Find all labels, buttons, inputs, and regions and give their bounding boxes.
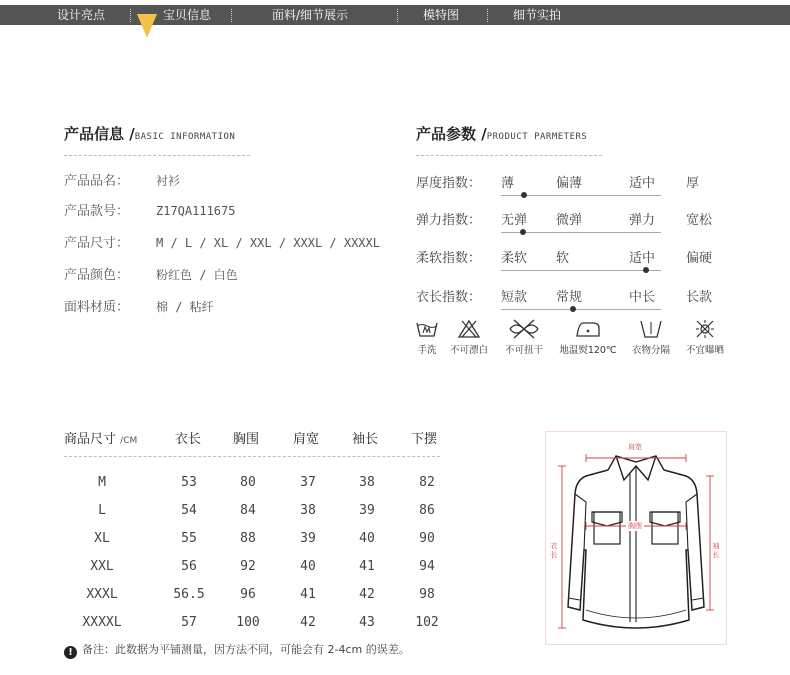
size-table-cell: 80 bbox=[240, 475, 256, 490]
info-value: 棉 / 粘纤 bbox=[156, 300, 214, 314]
size-table-cell: 40 bbox=[359, 531, 375, 546]
info-row-name bbox=[64, 170, 180, 189]
parameter-option: 偏硬 bbox=[686, 251, 713, 266]
divider bbox=[64, 456, 440, 457]
no-sun-dry-icon bbox=[692, 318, 718, 340]
chest-width-label: 胸围 bbox=[628, 522, 642, 530]
parameter-option: 微弹 bbox=[556, 213, 583, 228]
parameter-scale-line bbox=[501, 309, 661, 310]
parameter-selected-dot bbox=[643, 267, 649, 273]
parameter-option: 厚 bbox=[686, 176, 700, 191]
size-table-size-cell: XXXL bbox=[86, 587, 118, 602]
care-iron-low bbox=[555, 318, 621, 356]
care-hand-wash bbox=[413, 318, 441, 356]
size-table-header-hem: 下摆 bbox=[411, 432, 438, 447]
size-table-header-chest: 胸围 bbox=[233, 432, 260, 447]
parameter-label: 柔软指数： bbox=[416, 251, 482, 266]
care-label: 衣物分隔 bbox=[631, 345, 670, 356]
size-table-cell: 98 bbox=[419, 587, 435, 602]
size-table-cell: 86 bbox=[419, 503, 435, 518]
care-label: 不宜曝晒 bbox=[685, 345, 724, 356]
nav-separator bbox=[130, 9, 131, 22]
size-table-header-sleeve: 袖长 bbox=[352, 432, 379, 447]
size-table-cell: 56.5 bbox=[173, 587, 205, 602]
size-table-cell: 43 bbox=[359, 615, 375, 630]
length-label: 衣长 bbox=[550, 542, 558, 559]
info-row-sizes bbox=[64, 232, 380, 251]
parameter-selected-dot bbox=[520, 229, 526, 235]
care-no-sun-dry bbox=[680, 318, 730, 356]
parameter-row bbox=[416, 286, 716, 316]
parameters-subtitle: PRODUCT PARMETERS bbox=[486, 132, 588, 142]
parameter-label: 衣长指数： bbox=[416, 290, 482, 305]
basic-info-title: 产品信息 /BASIC INFORMATION bbox=[64, 125, 236, 143]
size-table-cell: 94 bbox=[419, 559, 435, 574]
parameter-option: 宽松 bbox=[686, 213, 713, 228]
size-table-cell: 82 bbox=[419, 475, 435, 490]
size-table-size-cell: L bbox=[98, 503, 106, 518]
parameter-option: 软 bbox=[556, 251, 570, 266]
nav-tab-fabric-detail[interactable]: 面料/细节展示 bbox=[272, 8, 349, 22]
separate-wash-icon bbox=[637, 318, 665, 340]
parameters-title: 产品参数 /PRODUCT PARMETERS bbox=[416, 125, 588, 143]
info-row-colors bbox=[64, 264, 238, 283]
size-table-cell: 57 bbox=[181, 615, 197, 630]
size-table-size-cell: XXL bbox=[90, 559, 114, 574]
size-table-cell: 39 bbox=[359, 503, 375, 518]
size-table-cell: 38 bbox=[300, 503, 316, 518]
care-label: 不可扭干 bbox=[504, 345, 543, 356]
nav-tab-model[interactable]: 模特图 bbox=[423, 8, 460, 22]
no-bleach-icon bbox=[456, 318, 482, 340]
parameter-option: 短款 bbox=[501, 290, 528, 305]
nav-separator bbox=[397, 9, 398, 22]
size-table-cell: 39 bbox=[300, 531, 316, 546]
parameter-selected-dot bbox=[521, 192, 527, 198]
parameter-option: 适中 bbox=[629, 251, 656, 266]
nav-tab-design[interactable]: 设计亮点 bbox=[57, 8, 106, 22]
care-label: 不可漂白 bbox=[449, 345, 488, 356]
sleeve-length-label: 袖长 bbox=[712, 542, 720, 559]
alert-icon: ! bbox=[64, 646, 77, 659]
size-table-header-length: 衣长 bbox=[175, 432, 202, 447]
info-label: 产品尺寸： bbox=[64, 236, 130, 251]
info-value: 粉红色 / 白色 bbox=[156, 268, 238, 282]
info-value: M / L / XL / XXL / XXXL / XXXXL bbox=[156, 236, 380, 250]
size-table-header-shoulder: 肩宽 bbox=[293, 432, 320, 447]
parameter-option: 偏薄 bbox=[556, 176, 583, 191]
divider bbox=[416, 155, 602, 156]
parameter-selected-dot bbox=[570, 306, 576, 312]
size-table-cell: 92 bbox=[240, 559, 256, 574]
size-table-cell: 42 bbox=[359, 587, 375, 602]
size-table-cell: 42 bbox=[300, 615, 316, 630]
parameter-option: 长款 bbox=[686, 290, 713, 305]
size-note bbox=[64, 641, 410, 659]
size-table-cell: 102 bbox=[415, 615, 439, 630]
size-table-cell: 54 bbox=[181, 503, 197, 518]
divider bbox=[64, 155, 250, 156]
info-row-material bbox=[64, 296, 214, 315]
size-table-cell: 56 bbox=[181, 559, 197, 574]
parameter-row bbox=[416, 209, 716, 239]
parameter-option: 薄 bbox=[501, 176, 515, 191]
size-table-cell: 88 bbox=[240, 531, 256, 546]
measurement-diagram bbox=[545, 431, 727, 645]
parameter-option: 常规 bbox=[556, 290, 583, 305]
info-value: 衬衫 bbox=[156, 174, 181, 188]
care-label: 手洗 bbox=[417, 345, 437, 356]
info-label: 面料材质： bbox=[64, 300, 130, 315]
parameter-option: 弹力 bbox=[629, 213, 656, 228]
size-table-cell: 90 bbox=[419, 531, 435, 546]
size-table-cell: 38 bbox=[359, 475, 375, 490]
parameter-label: 厚度指数： bbox=[416, 176, 482, 191]
parameter-option: 中长 bbox=[629, 290, 656, 305]
size-table-cell: 100 bbox=[236, 615, 260, 630]
active-tab-marker bbox=[136, 14, 158, 40]
care-label: 地温熨120℃ bbox=[559, 345, 617, 356]
parameter-option: 无弹 bbox=[501, 213, 528, 228]
unit-label: /CM bbox=[120, 436, 138, 446]
info-label: 产品款号： bbox=[64, 204, 130, 219]
no-wring-icon bbox=[506, 318, 542, 340]
info-row-style-no bbox=[64, 200, 235, 219]
info-label: 产品品名： bbox=[64, 174, 130, 189]
size-table-header-size: 商品尺寸 /CM bbox=[64, 432, 138, 447]
parameter-option: 适中 bbox=[629, 176, 656, 191]
nav-tab-detail-photos[interactable]: 细节实拍 bbox=[513, 8, 562, 22]
nav-tab-product-info[interactable]: 宝贝信息 bbox=[163, 8, 212, 22]
size-table-size-cell: XL bbox=[94, 531, 110, 546]
nav-separator bbox=[231, 9, 232, 22]
size-table-cell: 55 bbox=[181, 531, 197, 546]
parameter-row bbox=[416, 247, 716, 277]
note-text: 备注：此数据为平铺测量，因方法不同，可能会有 2-4cm 的误差。 bbox=[82, 643, 410, 656]
nav-bottom-border bbox=[0, 25, 790, 30]
shoulder-width-label: 肩宽 bbox=[628, 443, 642, 451]
size-table-size-cell: XXXXL bbox=[82, 615, 122, 630]
shirt-illustration bbox=[546, 432, 726, 644]
info-label: 产品颜色： bbox=[64, 268, 130, 283]
info-value: Z17QA111675 bbox=[156, 204, 236, 218]
size-table-cell: 96 bbox=[240, 587, 256, 602]
parameter-label: 弹力指数： bbox=[416, 213, 482, 228]
hand-wash-icon bbox=[414, 318, 440, 340]
size-table-cell: 41 bbox=[359, 559, 375, 574]
iron-low-icon bbox=[573, 318, 603, 340]
basic-info-subtitle: BASIC INFORMATION bbox=[134, 132, 236, 142]
parameter-row bbox=[416, 172, 716, 202]
care-no-bleach bbox=[445, 318, 493, 356]
size-table-size-cell: M bbox=[98, 475, 106, 490]
size-table-cell: 84 bbox=[240, 503, 256, 518]
top-nav-bar bbox=[0, 5, 790, 25]
nav-separator bbox=[487, 9, 488, 22]
parameter-option: 柔软 bbox=[501, 251, 528, 266]
care-no-wring bbox=[500, 318, 548, 356]
size-table-cell: 37 bbox=[300, 475, 316, 490]
size-table-cell: 53 bbox=[181, 475, 197, 490]
care-separate-wash bbox=[626, 318, 676, 356]
size-table-cell: 40 bbox=[300, 559, 316, 574]
parameter-scale-line bbox=[501, 270, 661, 271]
size-table-cell: 41 bbox=[300, 587, 316, 602]
